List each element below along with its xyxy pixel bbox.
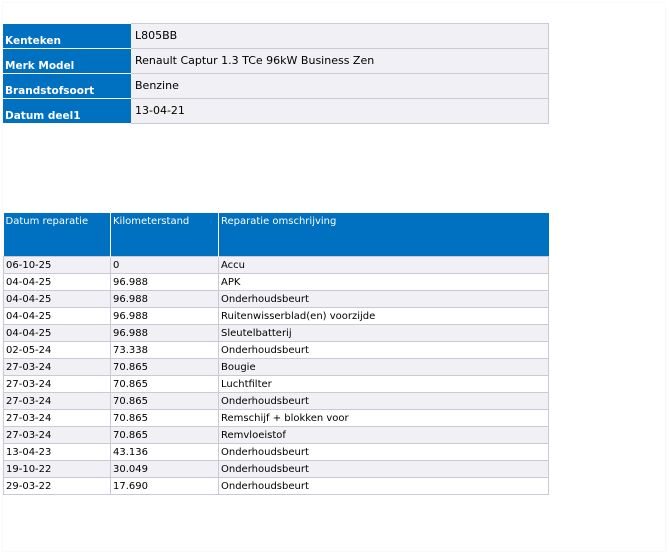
repair-mileage-cell: 70.865 xyxy=(111,427,219,444)
table-row xyxy=(4,325,549,342)
repair-date-cell: 04-04-25 xyxy=(4,325,111,342)
vehicle-label: Brandstofsoort xyxy=(3,73,131,98)
table-row xyxy=(4,393,549,410)
vehicle-value: L805BB xyxy=(131,24,549,49)
repair-date-cell: 27-03-24 xyxy=(4,359,111,376)
repair-mileage-cell: 0 xyxy=(111,257,219,274)
table-row xyxy=(4,444,549,461)
vehicle-row-license-plate xyxy=(3,24,549,49)
vehicle-label: Merk Model xyxy=(3,48,131,73)
repair-date-cell: 27-03-24 xyxy=(4,393,111,410)
repair-date-cell: 04-04-25 xyxy=(4,308,111,325)
repair-mileage-cell: 96.988 xyxy=(111,308,219,325)
repair-description-cell: Onderhoudsbeurt xyxy=(219,393,549,410)
vehicle-value: 13-04-21 xyxy=(131,98,549,123)
repair-date-cell: 27-03-24 xyxy=(4,410,111,427)
repair-mileage-cell: 43.136 xyxy=(111,444,219,461)
column-header-description: Reparatie omschrijving xyxy=(219,213,549,257)
repair-header-row xyxy=(4,213,549,257)
table-row xyxy=(4,308,549,325)
repair-description-cell: Ruitenwisserblad(en) voorzijde xyxy=(219,308,549,325)
repair-mileage-cell: 96.988 xyxy=(111,325,219,342)
repair-mileage-cell: 70.865 xyxy=(111,410,219,427)
table-row xyxy=(4,427,549,444)
repair-description-cell: Onderhoudsbeurt xyxy=(219,291,549,308)
repair-date-cell: 04-04-25 xyxy=(4,274,111,291)
repair-date-cell: 06-10-25 xyxy=(4,257,111,274)
table-row xyxy=(4,410,549,427)
repair-date-cell: 29-03-22 xyxy=(4,478,111,495)
repair-description-cell: Sleutelbatterij xyxy=(219,325,549,342)
repair-mileage-cell: 30.049 xyxy=(111,461,219,478)
repair-description-cell: Bougie xyxy=(219,359,549,376)
vehicle-row-make-model xyxy=(3,48,549,73)
repair-description-cell: APK xyxy=(219,274,549,291)
repair-mileage-cell: 96.988 xyxy=(111,274,219,291)
repair-description-cell: Onderhoudsbeurt xyxy=(219,461,549,478)
repair-date-cell: 27-03-24 xyxy=(4,376,111,393)
repair-description-cell: Accu xyxy=(219,257,549,274)
vehicle-row-fuel-type xyxy=(3,73,549,98)
repair-description-cell: Remvloeistof xyxy=(219,427,549,444)
repair-description-cell: Onderhoudsbeurt xyxy=(219,444,549,461)
column-header-date: Datum reparatie xyxy=(4,213,111,257)
vehicle-row-registration-date xyxy=(3,98,549,123)
repair-date-cell: 04-04-25 xyxy=(4,291,111,308)
vehicle-info-table xyxy=(3,23,549,124)
vehicle-label: Kenteken xyxy=(3,24,131,49)
repair-mileage-cell: 70.865 xyxy=(111,393,219,410)
table-row xyxy=(4,274,549,291)
repair-mileage-cell: 73.338 xyxy=(111,342,219,359)
table-row xyxy=(4,478,549,495)
repair-description-cell: Luchtfilter xyxy=(219,376,549,393)
table-row xyxy=(4,359,549,376)
repair-date-cell: 02-05-24 xyxy=(4,342,111,359)
repair-table-body xyxy=(4,257,549,495)
vehicle-value: Renault Captur 1.3 TCe 96kW Business Zen xyxy=(131,48,549,73)
repair-date-cell: 13-04-23 xyxy=(4,444,111,461)
repair-mileage-cell: 70.865 xyxy=(111,376,219,393)
repair-description-cell: Onderhoudsbeurt xyxy=(219,342,549,359)
repair-date-cell: 27-03-24 xyxy=(4,427,111,444)
repair-mileage-cell: 70.865 xyxy=(111,359,219,376)
repair-mileage-cell: 96.988 xyxy=(111,291,219,308)
vehicle-label: Datum deel1 xyxy=(3,98,131,123)
repair-description-cell: Remschijf + blokken voor xyxy=(219,410,549,427)
repair-history-table xyxy=(3,213,549,495)
vehicle-value: Benzine xyxy=(131,73,549,98)
table-row xyxy=(4,291,549,308)
repair-date-cell: 19-10-22 xyxy=(4,461,111,478)
repair-mileage-cell: 17.690 xyxy=(111,478,219,495)
table-row xyxy=(4,342,549,359)
repair-description-cell: Onderhoudsbeurt xyxy=(219,478,549,495)
table-row xyxy=(4,257,549,274)
table-row xyxy=(4,461,549,478)
table-row xyxy=(4,376,549,393)
column-header-mileage: Kilometerstand xyxy=(111,213,219,257)
